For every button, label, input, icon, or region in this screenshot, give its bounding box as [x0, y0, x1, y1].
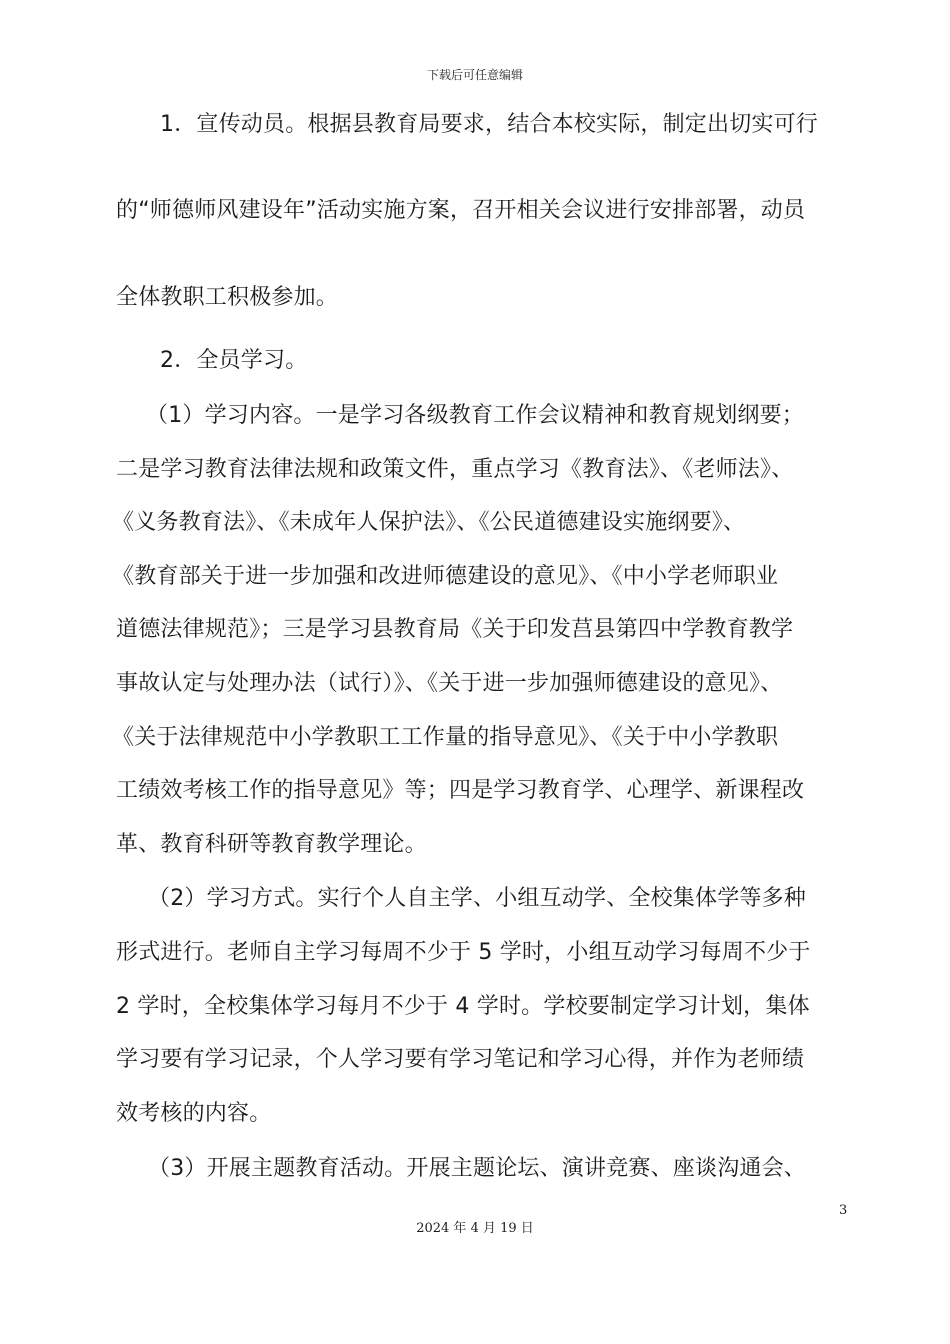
page-header: 下载后可任意编辑 — [426, 68, 523, 82]
text-line: （2）学习方式。实行个人自主学、小组互动学、全校集体学等多种 — [148, 886, 806, 911]
text-line: 1．宣传动员。根据县教育局要求，结合本校实际，制定出切实可行 — [160, 112, 818, 137]
page-footer-date: 2024 年 4 月 19 日 — [416, 1221, 534, 1236]
text-line: （1）学习内容。一是学习各级教育工作会议精神和教育规划纲要； — [146, 403, 804, 428]
text-line: （3）开展主题教育活动。开展主题论坛、演讲竞赛、座谈沟通会、 — [148, 1156, 806, 1181]
text-line: 效考核的内容。 — [116, 1101, 272, 1126]
text-line: 二是学习教育法律法规和政策文件，重点学习《教育法》、《老师法》、 — [116, 457, 794, 482]
text-line: 道德法律规范》；三是学习县教育局《关于印发莒县第四中学教育教学 — [116, 617, 794, 642]
text-line: 学习要有学习记录，个人学习要有学习笔记和学习心得，并作为老师绩 — [116, 1047, 805, 1072]
text-line: 《义务教育法》、《未成年人保护法》、《公民道德建设实施纲要》、 — [112, 510, 746, 535]
text-line: 《关于法律规范中小学教职工工作量的指导意见》、《关于中小学教职 — [112, 725, 779, 750]
text-line: 《教育部关于进一步加强和改进师德建设的意见》、《中小学老师职业 — [112, 564, 779, 589]
text-line: 革、教育科研等教育教学理论。 — [116, 832, 427, 857]
text-line: 全体教职工积极参加。 — [116, 285, 339, 310]
text-line: 2．全员学习。 — [160, 348, 308, 373]
page-number: 3 — [839, 1203, 848, 1218]
text-line: 2 学时，全校集体学习每月不少于 4 学时。学校要制定学习计划，集体 — [116, 994, 810, 1019]
text-line: 事故认定与处理办法（试行）》、《关于进一步加强师德建设的意见》、 — [116, 671, 783, 696]
text-line: 形式进行。老师自主学习每周不少于 5 学时，小组互动学习每周不少于 — [116, 940, 811, 965]
text-line: 工绩效考核工作的指导意见》等；四是学习教育学、心理学、新课程改 — [116, 778, 805, 803]
text-line: 的“师德师风建设年”活动实施方案，召开相关会议进行安排部署，动员 — [116, 198, 806, 223]
